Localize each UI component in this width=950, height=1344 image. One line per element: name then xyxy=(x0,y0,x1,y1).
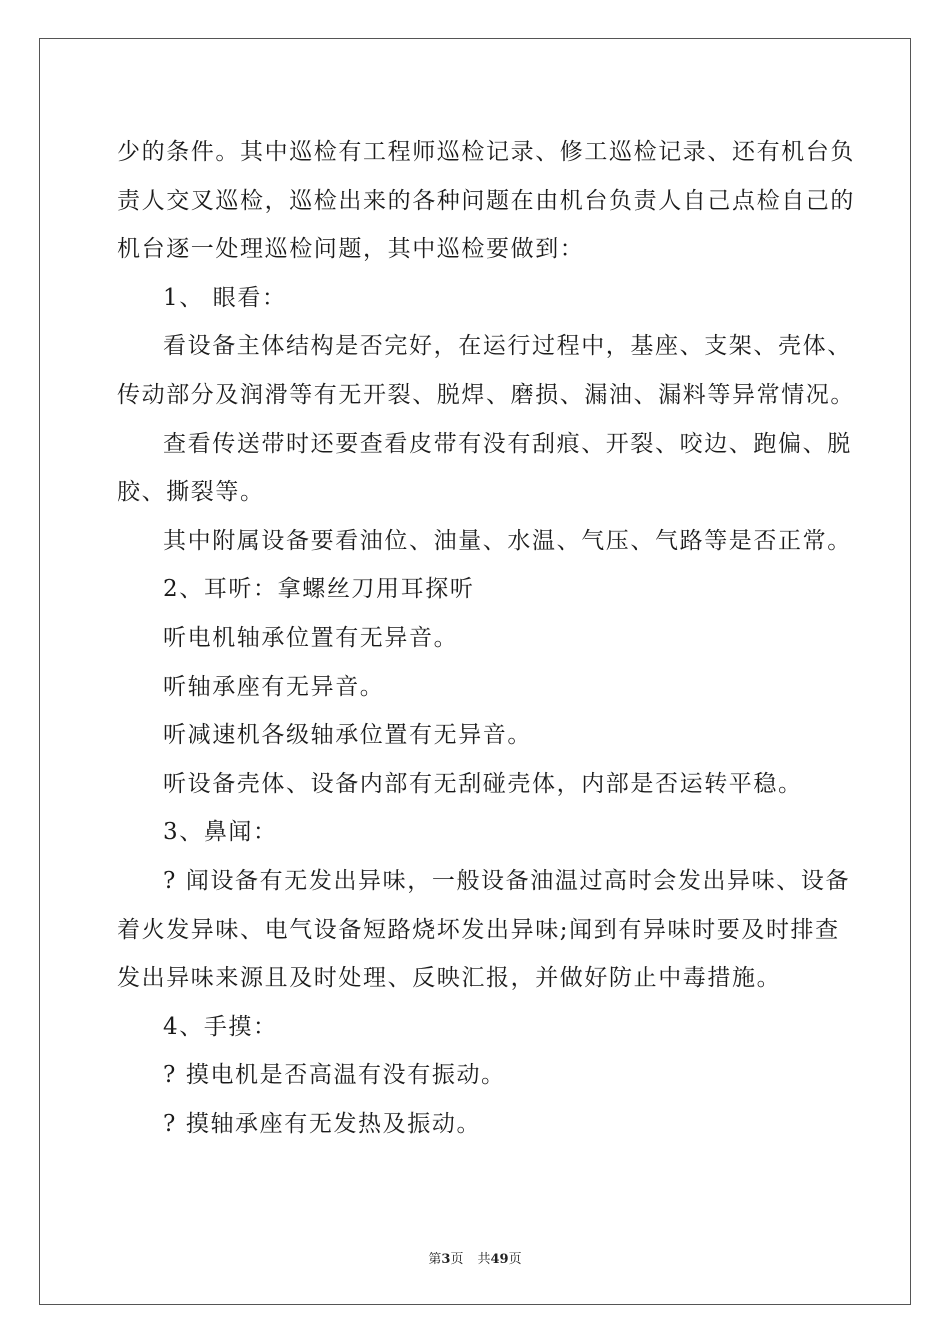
page-suffix: 页 xyxy=(450,1252,464,1267)
text-line: 听轴承座有无异音。 xyxy=(163,673,385,700)
section-heading-nose: 3、鼻闻： xyxy=(163,819,278,846)
text-line: 听减速机各级轴承位置有无异音。 xyxy=(163,722,532,749)
section-heading-ear: 2、耳听：拿螺丝刀用耳探听 xyxy=(163,576,475,603)
text-line: 听设备壳体、设备内部有无刮碰壳体，内部是否运转平稳。 xyxy=(163,770,803,797)
total-prefix: 共 xyxy=(477,1252,491,1267)
text-line: 发出异味来源且及时处理、反映汇报，并做好防止中毒措施。 xyxy=(117,965,782,992)
text-line: 胶、撕裂等。 xyxy=(117,479,265,506)
text-line: ? 摸轴承座有无发热及振动。 xyxy=(163,1110,482,1137)
text-line: 其中附属设备要看油位、油量、水温、气压、气路等是否正常。 xyxy=(163,527,852,554)
text-line: 责人交叉巡检，巡检出来的各种问题在由机台负责人自己点检自己的 xyxy=(117,187,855,214)
text-line: 听电机轴承位置有无异音。 xyxy=(163,624,459,651)
total-suffix: 页 xyxy=(508,1252,522,1267)
text-line: 着火发异味、电气设备短路烧坏发出异味;闻到有异味时要及时排查 xyxy=(117,916,840,943)
document-body xyxy=(117,128,855,1148)
text-line: 传动部分及润滑等有无开裂、脱焊、磨损、漏油、漏料等异常情况。 xyxy=(117,381,855,408)
text-line: 少的条件。其中巡检有工程师巡检记录、修工巡检记录、还有机台负 xyxy=(117,139,855,165)
section-heading-hand: 4、手摸： xyxy=(163,1013,278,1040)
text-line: 机台逐一处理巡检问题，其中巡检要做到： xyxy=(117,236,585,263)
text-line: ? 摸电机是否高温有没有振动。 xyxy=(163,1062,506,1089)
text-line: 看设备主体结构是否完好，在运行过程中，基座、支架、壳体、 xyxy=(163,333,852,360)
text-line: ? 闻设备有无发出异味，一般设备油温过高时会发出异味、设备 xyxy=(163,867,851,894)
page-number: 3 xyxy=(441,1252,451,1267)
total-pages: 49 xyxy=(490,1252,509,1267)
section-heading-eye: 1、 眼看： xyxy=(163,284,287,311)
page-footer xyxy=(0,1248,950,1267)
text-line: 查看传送带时还要查看皮带有没有刮痕、开裂、咬边、跑偏、脱 xyxy=(163,430,852,457)
page-prefix: 第 xyxy=(428,1252,442,1267)
